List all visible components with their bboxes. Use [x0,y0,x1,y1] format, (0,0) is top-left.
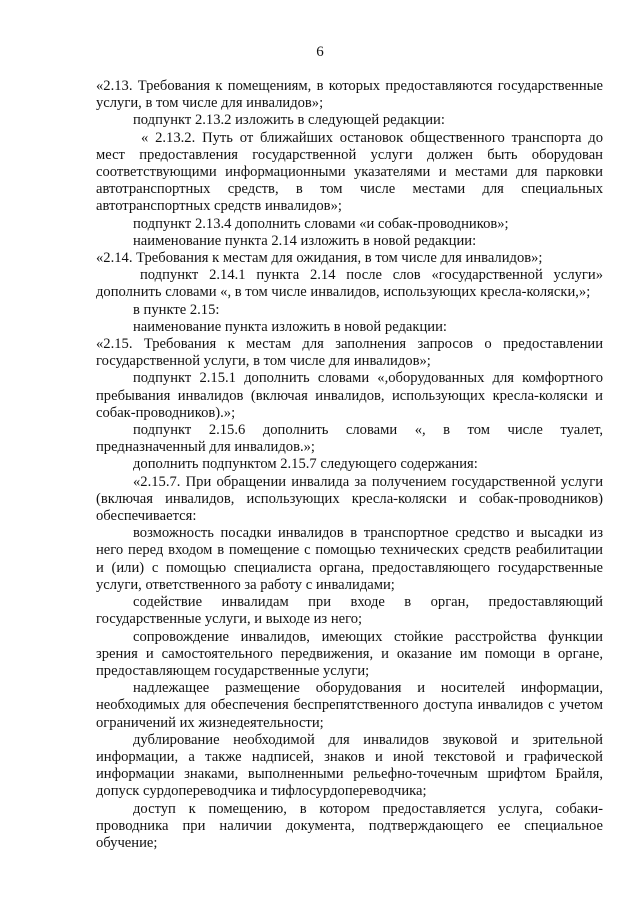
page-number: 6 [316,44,324,60]
paragraph-2-14-1: подпункт 2.14.1 пункта 2.14 после слов «государственной услуги» дополнить словами «, в том числе инвалидов, использующих кресла-коляски,»; [96,267,603,301]
paragraph-item-equipment: надлежащее размещение оборудования и носителей информации, необходимых для обеспечения беспрепятственного доступа инвалидов с учетом ограничений их жизнедеятельности; [96,680,603,731]
paragraph-item-escort: сопровождение инвалидов, имеющих стойкие расстройства функции зрения и самостоятельного передвижения, и оказание им помощи в органе, предоставляющем государственные услуги; [96,628,603,679]
paragraph-item-entry-assistance: содействие инвалидам при входе в орган, предоставляющий государственные услуги, и выходе из него; [96,594,603,628]
paragraph-2-13-2-intro: подпункт 2.13.2 изложить в следующей редакции: [133,112,445,129]
paragraph-2-15-6: подпункт 2.15.6 дополнить словами «, в том числе туалет, предназначенный для инвалидов.»; [96,422,603,456]
paragraph-2-13-4: подпункт 2.13.4 дополнить словами «и собак-проводников»; [133,215,509,232]
document-body [96,78,603,852]
paragraph-2-15-7-intro: дополнить подпунктом 2.15.7 следующего содержания: [133,456,478,473]
paragraph-2-13-title: «2.13. Требования к помещениям, в которых предоставляются государственные услуги, в том числе для инвалидов»; [96,78,603,112]
paragraph-2-14-title: «2.14. Требования к местам для ожидания, в том числе для инвалидов»; [96,250,543,267]
paragraph-2-14-intro: наименование пункта 2.14 изложить в новой редакции: [133,232,477,249]
paragraph-item-boarding: возможность посадки инвалидов в транспортное средство и высадки из него перед входом в помещение с помощью технических средств реабилитации и (или) с помощью специалиста органа, предоставляющего государственные услуги, ответственного за работу с инвалидами; [96,525,603,593]
paragraph-2-13-2-text: « 2.13.2. Путь от ближайших остановок общественного транспорта до мест предоставления государственной услуги должен быть оборудован соответствующими информационными указателями и местами для парковки автотранспортных средств, в том числе местами для специальных автотранспортных средств инвалидов»; [96,129,603,215]
paragraph-2-15-intro: в пункте 2.15: [133,301,220,318]
paragraph-2-15-7-text: «2.15.7. При обращении инвалида за получением государственной услуги (включая инвалидов, использующих кресла-коляски и собак-проводников) обеспечивается: [96,473,603,525]
paragraph-2-15-title: «2.15. Требования к местам для заполнения запросов о предоставлении государственной услуги, в том числе для инвалидов»; [96,336,603,370]
paragraph-item-duplication: дублирование необходимой для инвалидов звуковой и зрительной информации, а также надписей, знаков и иной текстовой и графической информации знаками, выполненными рельефно-точечным шрифтом Брайля, допуск сурдопереводчика и тифлосурдопереводчика; [96,731,603,800]
paragraph-2-15-1: подпункт 2.15.1 дополнить словами «,оборудованных для комфортного пребывания инвалидов (включая инвалидов, использующих кресла-коляски и собак-проводников).»; [96,370,603,421]
paragraph-2-15-name-intro: наименование пункта изложить в новой редакции: [133,318,447,335]
paragraph-item-guide-dog: доступ к помещению, в котором предоставляется услуга, собаки-проводника при наличии документа, подтверждающего ее специальное обучение; [96,800,603,851]
